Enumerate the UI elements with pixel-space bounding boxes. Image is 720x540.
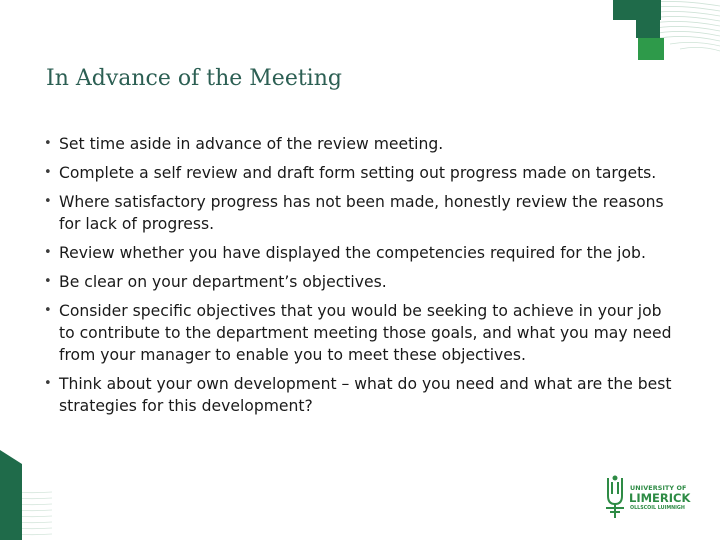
crest-icon [602,474,628,520]
bullet-text: Set time aside in advance of the review meeting. [59,135,444,153]
university-logo [602,472,694,522]
bullet-icon: • [44,274,52,289]
bullet-text: Review whether you have displayed the competencies required for the job. [59,244,646,262]
bullet-item [44,373,674,417]
bullet-text: Consider specific objectives that you would be seeking to achieve in your job to contribute to the department meeting those goals, and what you may need from your manager to enable you to meet these objectives. [59,302,672,364]
logo-text-limerick: LIMERICK [629,491,691,505]
bullet-item [44,133,674,155]
bullet-text: Complete a self review and draft form setting out progress made on targets. [59,164,657,182]
corner-decoration-top-right [600,0,720,75]
bullet-text: Think about your own development – what do you need and what are the best strategies for this development? [59,375,672,415]
bullet-item [44,271,674,293]
bullet-icon: • [44,245,52,260]
bullet-list [44,133,674,424]
corner-decoration-bottom-left [0,450,60,540]
bullet-item [44,162,674,184]
slide-title: In Advance of the Meeting [46,66,342,91]
logo-text-university-of: UNIVERSITY OF [630,484,687,492]
bullet-icon: • [44,376,52,391]
bullet-icon: • [44,136,52,151]
bullet-item [44,242,674,264]
logo-text-irish: OLLSCOIL LUIMNIGH [630,506,685,511]
bullet-item [44,191,674,235]
bullet-icon: • [44,165,52,180]
bullet-icon: • [44,194,52,209]
bullet-text: Be clear on your department’s objectives. [59,273,387,291]
bullet-item [44,300,674,366]
bullet-icon: • [44,303,52,318]
bullet-text: Where satisfactory progress has not been made, honestly review the reasons for lack of progress. [59,193,664,233]
